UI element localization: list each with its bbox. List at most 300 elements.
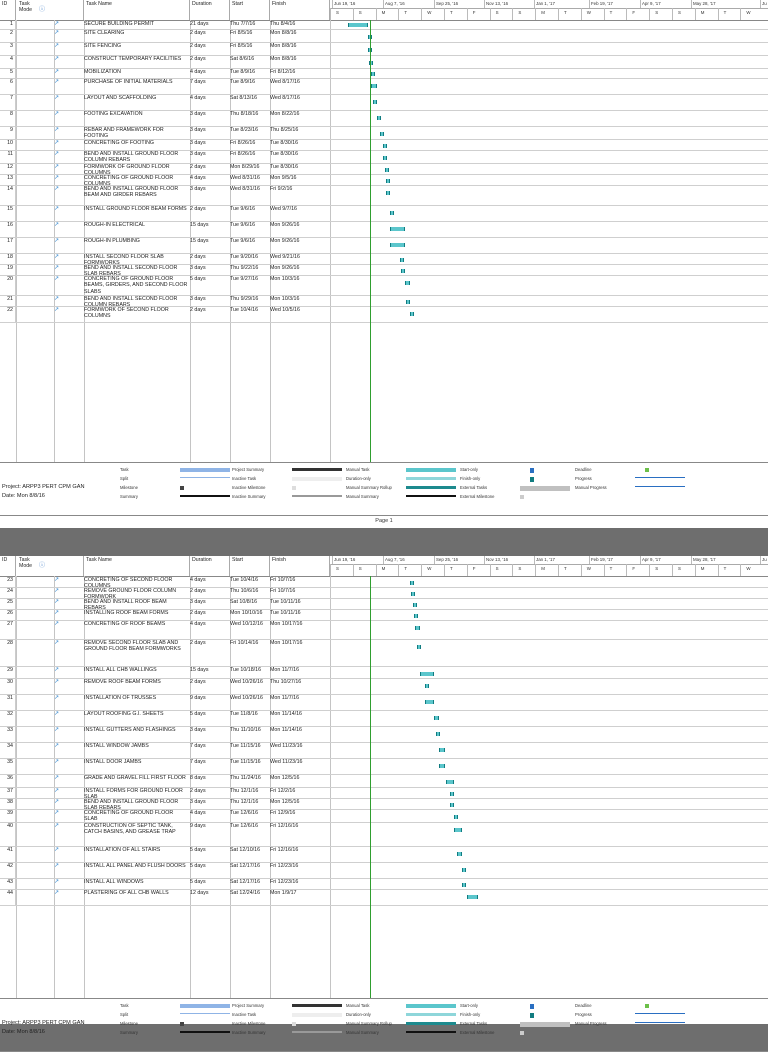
task-duration[interactable]: 4 days (190, 69, 206, 75)
task-start[interactable]: Tue 12/6/16 (230, 810, 259, 816)
task-name[interactable]: INSTALL ALL WINDOWS (84, 879, 144, 885)
task-row[interactable] (0, 306, 768, 323)
task-start[interactable]: Tue 9/6/16 (230, 238, 256, 244)
task-start[interactable]: Tue 9/20/16 (230, 254, 259, 260)
task-finish[interactable]: Tue 8/30/16 (270, 164, 299, 170)
task-duration[interactable]: 4 days (190, 95, 206, 101)
column-task-mode[interactable] (17, 0, 84, 20)
task-duration[interactable]: 3 days (190, 140, 206, 146)
task-duration[interactable]: 3 days (190, 599, 206, 605)
task-row[interactable] (0, 639, 768, 667)
task-bar[interactable] (390, 227, 405, 231)
task-finish[interactable]: Mon 9/26/16 (270, 222, 300, 228)
task-duration[interactable]: 5 days (190, 863, 206, 869)
task-row[interactable] (0, 275, 768, 296)
task-bar[interactable] (425, 684, 429, 688)
task-row[interactable] (0, 742, 768, 759)
task-finish[interactable]: Mon 10/3/16 (270, 276, 300, 282)
task-row[interactable] (0, 205, 768, 222)
task-duration[interactable]: 5 days (190, 879, 206, 885)
task-duration[interactable]: 4 days (190, 621, 206, 627)
task-bar[interactable] (425, 700, 434, 704)
task-row[interactable] (0, 110, 768, 127)
task-name[interactable]: FORMWORK OF SECOND FLOOR COLUMNS (84, 307, 169, 320)
task-duration[interactable]: 5 days (190, 847, 206, 853)
task-name[interactable]: BEND AND INSTALL SECOND FLOOR COLUMN REBARS (84, 296, 178, 309)
task-bar[interactable] (371, 72, 375, 76)
legend-swatch (406, 1013, 456, 1016)
auto-schedule-icon: ↗ (54, 695, 60, 701)
task-duration[interactable]: 2 days (190, 588, 206, 594)
task-bar[interactable] (380, 132, 384, 136)
task-start[interactable]: Thu 9/22/16 (230, 265, 259, 271)
task-start[interactable]: Thu 12/1/16 (230, 799, 259, 805)
task-row[interactable] (0, 29, 768, 43)
project-info (2, 1019, 112, 1037)
task-start[interactable]: Tue 10/4/16 (230, 577, 259, 583)
timescale-minor-tick (581, 564, 582, 576)
task-row[interactable] (0, 889, 768, 906)
task-row[interactable] (0, 822, 768, 847)
task-row[interactable] (0, 809, 768, 823)
task-finish[interactable]: Wed 8/17/16 (270, 95, 300, 101)
task-name[interactable]: FOOTING EXCAVATION (84, 111, 143, 117)
task-bar[interactable] (400, 258, 404, 262)
task-start[interactable]: Thu 8/18/16 (230, 111, 259, 117)
task-name[interactable]: CONSTRUCT TEMPORARY FACILITIES (84, 56, 182, 62)
task-bar[interactable] (386, 191, 390, 195)
task-name[interactable]: FORMWORK OF GROUND FLOOR COLUMNS (84, 164, 170, 177)
task-start[interactable]: Wed 10/26/16 (230, 679, 263, 685)
task-finish[interactable]: Fri 12/9/16 (270, 810, 296, 816)
task-id: 42 (0, 862, 16, 878)
timescale-minor-label: T (450, 10, 453, 15)
task-row[interactable] (0, 94, 768, 111)
task-row[interactable] (0, 678, 768, 695)
task-row[interactable] (0, 694, 768, 711)
task-bar[interactable] (390, 243, 405, 247)
legend-swatch (520, 1031, 524, 1035)
timescale-minor-label: T (450, 566, 453, 571)
task-start[interactable]: Fri 8/26/16 (230, 140, 256, 146)
task-finish[interactable]: Mon 9/26/16 (270, 265, 300, 271)
task-finish[interactable]: Wed 10/5/16 (270, 307, 300, 313)
task-bar[interactable] (405, 281, 410, 285)
timescale-major-tick (640, 556, 641, 564)
task-bar[interactable] (410, 312, 414, 316)
timescale-minor-label: S (678, 10, 681, 15)
task-bar[interactable] (439, 748, 445, 752)
task-finish[interactable]: Mon 11/7/16 (270, 667, 300, 673)
task-start[interactable]: Fri 8/5/16 (230, 43, 253, 49)
task-name[interactable]: REMOVE SECOND FLOOR SLAB AND GROUND FLOOR BEAM FORMWORKS (84, 640, 181, 653)
task-duration[interactable]: 9 days (190, 823, 206, 829)
column-task-name[interactable]: Task Name (84, 0, 190, 20)
task-name[interactable]: GRADE AND GRAVEL FILL FIRST FLOOR (84, 775, 186, 781)
task-bar[interactable] (414, 614, 418, 618)
task-duration[interactable]: 2 days (190, 254, 206, 260)
task-duration[interactable]: 3 days (190, 296, 206, 302)
task-start[interactable]: Mon 8/29/16 (230, 164, 260, 170)
task-name[interactable]: CONCRETING OF GROUND FLOOR BEAMS, GIRDERS, AND SECOND FLOOR SLABS (84, 276, 188, 295)
task-name[interactable]: CONCRETING OF SECOND FLOOR COLUMNS (84, 577, 173, 590)
legend-swatch (180, 1004, 230, 1008)
task-mode-label-2: Mode (19, 563, 32, 569)
task-bar[interactable] (383, 156, 387, 160)
task-row[interactable] (0, 774, 768, 788)
task-id: 21 (0, 295, 16, 306)
task-finish[interactable]: Wed 9/7/16 (270, 206, 297, 212)
task-duration[interactable]: 12 days (190, 890, 209, 896)
task-name[interactable]: INSTALLATION OF TRUSSES (84, 695, 157, 701)
task-start[interactable]: Tue 11/8/16 (230, 711, 258, 717)
task-bar[interactable] (439, 764, 445, 768)
task-duration[interactable]: 2 days (190, 640, 206, 646)
task-finish[interactable]: Fri 12/23/16 (270, 863, 299, 869)
legend-swatch (180, 477, 230, 478)
task-duration[interactable]: 7 days (190, 759, 206, 765)
task-name[interactable]: INSTALL GROUND FLOOR BEAM FORMS (84, 206, 187, 212)
task-name[interactable]: LAYOUT AND SCAFFOLDING (84, 95, 157, 101)
task-finish[interactable]: Fri 12/16/16 (270, 823, 299, 829)
task-start[interactable]: Sat 8/6/16 (230, 56, 255, 62)
legend-swatch (635, 486, 685, 487)
column-start[interactable]: Start (230, 0, 270, 20)
task-start[interactable]: Fri 10/14/16 (230, 640, 259, 646)
task-start[interactable]: Thu 11/24/16 (230, 775, 261, 781)
task-start[interactable]: Tue 9/6/16 (230, 206, 256, 212)
task-id: 37 (0, 787, 16, 798)
task-id: 1 (0, 20, 16, 29)
task-bar[interactable] (401, 269, 405, 273)
task-finish[interactable]: Mon 12/5/16 (270, 775, 300, 781)
task-name[interactable]: BEND AND INSTALL ROOF BEAM REBARS (84, 599, 167, 612)
task-start[interactable]: Thu 11/10/16 (230, 727, 261, 733)
task-finish[interactable]: Tue 10/11/16 (270, 599, 301, 605)
auto-schedule-icon: ↗ (54, 759, 60, 765)
task-name[interactable]: CONCRETING OF GROUND FLOOR SLAB (84, 810, 174, 823)
task-finish[interactable]: Wed 11/23/16 (270, 743, 303, 749)
legend-swatch (406, 486, 456, 489)
task-bar[interactable] (406, 300, 410, 304)
task-start[interactable]: Wed 8/31/16 (230, 175, 260, 181)
task-duration[interactable]: 3 days (190, 186, 206, 192)
task-row[interactable] (0, 846, 768, 863)
task-finish[interactable]: Fri 10/7/16 (270, 577, 296, 583)
task-bar[interactable] (450, 792, 454, 796)
timescale-minor-tick (649, 564, 650, 576)
task-finish[interactable]: Mon 12/5/16 (270, 799, 300, 805)
task-name[interactable]: REMOVE GROUND FLOOR COLUMN FORMWORK (84, 588, 177, 601)
task-bar[interactable] (390, 211, 394, 215)
column-id[interactable]: ID (0, 0, 16, 20)
task-name[interactable]: PURCHASE OF INITIAL MATERIALS (84, 79, 173, 85)
task-bar[interactable] (454, 828, 462, 832)
task-finish[interactable]: Thu 10/27/16 (270, 679, 302, 685)
task-finish[interactable]: Mon 11/14/16 (270, 711, 303, 717)
column-task-mode[interactable] (17, 556, 84, 576)
task-duration[interactable]: 15 days (190, 222, 209, 228)
task-name[interactable]: BEND AND INSTALL GROUND FLOOR COLUMN REBARS (84, 151, 179, 164)
task-finish[interactable]: Mon 11/14/16 (270, 727, 303, 733)
task-bar[interactable] (457, 852, 462, 856)
task-start[interactable]: Tue 8/9/16 (230, 69, 256, 75)
task-duration[interactable]: 8 days (190, 775, 206, 781)
task-name[interactable]: ROUGH-IN ELECTRICAL (84, 222, 145, 228)
task-duration[interactable]: 2 days (190, 56, 206, 62)
task-name[interactable]: SECURE BUILDING PERMIT (84, 21, 155, 27)
timescale-major-label: Sep 25, '16 (436, 1, 459, 6)
task-duration[interactable]: 5 days (190, 276, 206, 282)
task-start[interactable]: Wed 10/12/16 (230, 621, 263, 627)
task-bar[interactable] (467, 895, 479, 899)
task-duration[interactable]: 9 days (190, 695, 206, 701)
task-start[interactable]: Tue 9/6/16 (230, 222, 256, 228)
task-name[interactable]: REBAR AND FRAMEWORK FOR FOOTING (84, 127, 164, 140)
task-row[interactable] (0, 185, 768, 206)
task-finish[interactable]: Mon 9/5/16 (270, 175, 297, 181)
timescale-minor-label: S (358, 10, 362, 15)
task-finish[interactable]: Mon 1/9/17 (270, 890, 297, 896)
task-duration[interactable]: 3 days (190, 799, 206, 805)
task-bar[interactable] (385, 168, 389, 172)
task-id: 18 (0, 253, 16, 264)
task-id: 6 (0, 78, 16, 94)
task-name[interactable]: INSTALLING ROOF BEAM FORMS (84, 610, 169, 616)
task-finish[interactable]: Mon 11/7/16 (270, 695, 300, 701)
task-duration[interactable]: 2 days (190, 788, 206, 794)
legend (0, 462, 768, 516)
task-row[interactable] (0, 862, 768, 879)
task-name[interactable]: BEND AND INSTALL SECOND FLOOR SLAB REBARS (84, 265, 178, 278)
task-finish[interactable]: Thu 8/4/16 (270, 21, 296, 27)
task-start[interactable]: Tue 11/15/16 (230, 743, 261, 749)
task-name[interactable]: PLASTERING OF ALL CHB WALLS (84, 890, 169, 896)
task-start[interactable]: Sat 12/24/16 (230, 890, 261, 896)
task-bar[interactable] (462, 868, 467, 872)
task-row[interactable] (0, 620, 768, 640)
task-name[interactable]: CONCRETING OF GROUND FLOOR COLUMNS (84, 175, 174, 188)
task-duration[interactable]: 2 days (190, 610, 206, 616)
task-row[interactable] (0, 758, 768, 775)
task-start[interactable]: Fri 8/5/16 (230, 30, 253, 36)
task-bar[interactable] (410, 581, 414, 585)
timescale (330, 0, 768, 20)
task-name[interactable]: REMOVE ROOF BEAM FORMS (84, 679, 161, 685)
auto-schedule-icon: ↗ (54, 265, 60, 271)
task-name[interactable]: SITE FENCING (84, 43, 122, 49)
task-duration[interactable]: 2 days (190, 164, 206, 170)
auto-schedule-icon: ↗ (54, 30, 60, 36)
task-name[interactable]: INSTALL ALL CHB WALLINGS (84, 667, 157, 673)
task-duration[interactable]: 2 days (190, 43, 206, 49)
column-start[interactable]: Start (230, 556, 270, 576)
task-start[interactable]: Tue 12/6/16 (230, 823, 259, 829)
task-duration[interactable]: 4 days (190, 810, 206, 816)
task-finish[interactable]: Wed 11/23/16 (270, 759, 303, 765)
task-id: 22 (0, 306, 16, 322)
task-bar[interactable] (420, 672, 435, 676)
task-name[interactable]: MOBILIZATION (84, 69, 121, 75)
task-start[interactable]: Fri 8/26/16 (230, 151, 256, 157)
task-bar[interactable] (348, 23, 368, 27)
task-row[interactable] (0, 710, 768, 727)
task-name[interactable]: SITE CLEARING (84, 30, 125, 36)
task-finish[interactable]: Tue 8/30/16 (270, 140, 299, 146)
column-task-name[interactable]: Task Name (84, 556, 190, 576)
task-row[interactable] (0, 726, 768, 743)
task-mode-label-1: Task (19, 1, 30, 7)
task-start[interactable]: Tue 10/4/16 (230, 307, 259, 313)
task-name[interactable]: ROUGH-IN PLUMBING (84, 238, 140, 244)
task-finish[interactable]: Wed 9/21/16 (270, 254, 300, 260)
column-finish[interactable]: Finish (270, 556, 330, 576)
task-start[interactable]: Tue 8/23/16 (230, 127, 259, 133)
task-duration[interactable]: 4 days (190, 577, 206, 583)
task-name[interactable]: INSTALL DOOR JAMBS (84, 759, 142, 765)
task-bar[interactable] (411, 592, 415, 596)
task-row[interactable] (0, 237, 768, 254)
timescale-minor-tick (535, 8, 536, 20)
task-bar[interactable] (434, 716, 439, 720)
task-finish[interactable]: Fri 12/16/16 (270, 847, 299, 853)
task-bar[interactable] (450, 803, 454, 807)
task-start[interactable]: Tue 11/15/16 (230, 759, 261, 765)
task-name[interactable]: INSTALL ALL PANEL AND FLUSH DOORS (84, 863, 186, 869)
task-duration[interactable]: 2 days (190, 206, 206, 212)
task-name[interactable]: INSTALLATION OF ALL STAIRS (84, 847, 161, 853)
task-duration[interactable]: 3 days (190, 151, 206, 157)
task-finish[interactable]: Mon 10/17/16 (270, 621, 303, 627)
task-finish[interactable]: Fri 8/12/16 (270, 69, 296, 75)
task-duration[interactable]: 3 days (190, 127, 206, 133)
task-bar[interactable] (413, 603, 417, 607)
task-duration[interactable]: 4 days (190, 175, 206, 181)
task-row[interactable] (0, 42, 768, 56)
task-start[interactable]: Mon 10/10/16 (230, 610, 263, 616)
timescale-minor-label: F (472, 10, 476, 15)
task-duration[interactable]: 3 days (190, 265, 206, 271)
task-duration[interactable]: 7 days (190, 743, 206, 749)
task-duration[interactable]: 15 days (190, 667, 209, 673)
task-bar[interactable] (436, 732, 440, 736)
task-bar[interactable] (383, 144, 387, 148)
task-finish[interactable]: Mon 8/8/16 (270, 43, 297, 49)
task-start[interactable]: Thu 7/7/16 (230, 21, 256, 27)
task-bar[interactable] (371, 84, 377, 88)
task-duration[interactable]: 3 days (190, 111, 206, 117)
task-start[interactable]: Tue 9/27/16 (230, 276, 259, 282)
legend-label: Manual Summary (346, 1030, 379, 1035)
task-finish[interactable]: Mon 10/3/16 (270, 296, 300, 302)
task-duration[interactable]: 3 days (190, 727, 206, 733)
task-bar[interactable] (454, 815, 458, 819)
task-finish[interactable]: Mon 8/22/16 (270, 111, 300, 117)
task-bar[interactable] (462, 883, 467, 887)
task-start[interactable]: Sat 12/17/16 (230, 863, 261, 869)
task-start[interactable]: Thu 9/29/16 (230, 296, 259, 302)
task-name[interactable]: INSTALL SECOND FLOOR SLAB FORMWORKS (84, 254, 164, 267)
task-finish[interactable]: Fri 10/7/16 (270, 588, 296, 594)
task-duration[interactable]: 2 days (190, 679, 206, 685)
task-row[interactable] (0, 150, 768, 164)
task-bar[interactable] (415, 626, 419, 630)
task-name[interactable]: INSTALL WINDOW JAMBS (84, 743, 149, 749)
task-finish[interactable]: Wed 8/17/16 (270, 79, 300, 85)
task-finish[interactable]: Fri 12/2/16 (270, 788, 296, 794)
task-bar[interactable] (373, 100, 377, 104)
column-duration[interactable]: Duration (190, 0, 230, 20)
task-bar[interactable] (386, 179, 390, 183)
task-start[interactable]: Wed 10/26/16 (230, 695, 263, 701)
column-id[interactable]: ID (0, 556, 16, 576)
task-finish[interactable]: Mon 9/26/16 (270, 238, 300, 244)
column-duration[interactable]: Duration (190, 556, 230, 576)
task-name[interactable]: BEND AND INSTALL GROUND FLOOR BEAM AND GIRDER REBARS (84, 186, 179, 199)
task-duration[interactable]: 7 days (190, 79, 206, 85)
task-finish[interactable]: Fri 9/2/16 (270, 186, 293, 192)
task-finish[interactable]: Fri 12/23/16 (270, 879, 299, 885)
task-start[interactable]: Sat 8/13/16 (230, 95, 258, 101)
task-duration[interactable]: 2 days (190, 307, 206, 313)
task-start[interactable]: Tue 8/9/16 (230, 79, 256, 85)
task-name[interactable]: BEND AND INSTALL GROUND FLOOR SLAB REBARS (84, 799, 179, 812)
task-bar[interactable] (446, 780, 454, 784)
legend-swatch (520, 495, 524, 499)
task-duration[interactable]: 15 days (190, 238, 209, 244)
task-finish[interactable]: Mon 8/8/16 (270, 56, 297, 62)
task-start[interactable]: Thu 12/1/16 (230, 788, 259, 794)
task-duration[interactable]: 21 days (190, 21, 209, 27)
task-finish[interactable]: Mon 10/17/16 (270, 640, 303, 646)
task-start[interactable]: Thu 10/6/16 (230, 588, 259, 594)
task-row[interactable] (0, 126, 768, 140)
task-start[interactable]: Sat 12/17/16 (230, 879, 261, 885)
task-name[interactable]: INSTALL GUTTERS AND FLASHINGS (84, 727, 176, 733)
timescale-minor-tick (398, 564, 399, 576)
auto-schedule-icon: ↗ (54, 890, 60, 896)
task-name[interactable]: CONCRETING OF ROOF BEAMS (84, 621, 166, 627)
task-id: 3 (0, 42, 16, 55)
legend-swatch (180, 495, 230, 497)
legend-swatch (180, 1031, 230, 1033)
task-start[interactable]: Sat 10/8/16 (230, 599, 258, 605)
task-duration[interactable]: 5 days (190, 711, 206, 717)
task-row[interactable] (0, 78, 768, 95)
task-bar[interactable] (377, 116, 381, 120)
task-name[interactable]: CONCRETING OF FOOTING (84, 140, 155, 146)
task-row[interactable] (0, 55, 768, 69)
auto-schedule-icon: ↗ (54, 21, 60, 27)
task-name[interactable]: LAYOUT ROOFING G.I. SHEETS (84, 711, 164, 717)
task-start[interactable]: Tue 10/18/16 (230, 667, 262, 673)
task-row[interactable] (0, 221, 768, 238)
task-bar[interactable] (417, 645, 421, 649)
task-start[interactable]: Sat 12/10/16 (230, 847, 261, 853)
task-start[interactable]: Wed 8/31/16 (230, 186, 260, 192)
task-finish[interactable]: Tue 8/30/16 (270, 151, 299, 157)
timescale-minor-tick (672, 564, 673, 576)
task-finish[interactable]: Tue 10/11/16 (270, 610, 301, 616)
column-finish[interactable]: Finish (270, 0, 330, 20)
task-finish[interactable]: Mon 8/8/16 (270, 30, 297, 36)
task-name[interactable]: CONSTRUCTION OF SEPTIC TANK, CATCH BASINS, AND GREASE TRAP (84, 823, 176, 836)
task-duration[interactable]: 2 days (190, 30, 206, 36)
task-id: 34 (0, 742, 16, 758)
legend-label: External Tasks (460, 1021, 488, 1026)
task-name[interactable]: INSTALL FORMS FOR GROUND FLOOR SLAB (84, 788, 183, 801)
task-finish[interactable]: Thu 8/25/16 (270, 127, 299, 133)
